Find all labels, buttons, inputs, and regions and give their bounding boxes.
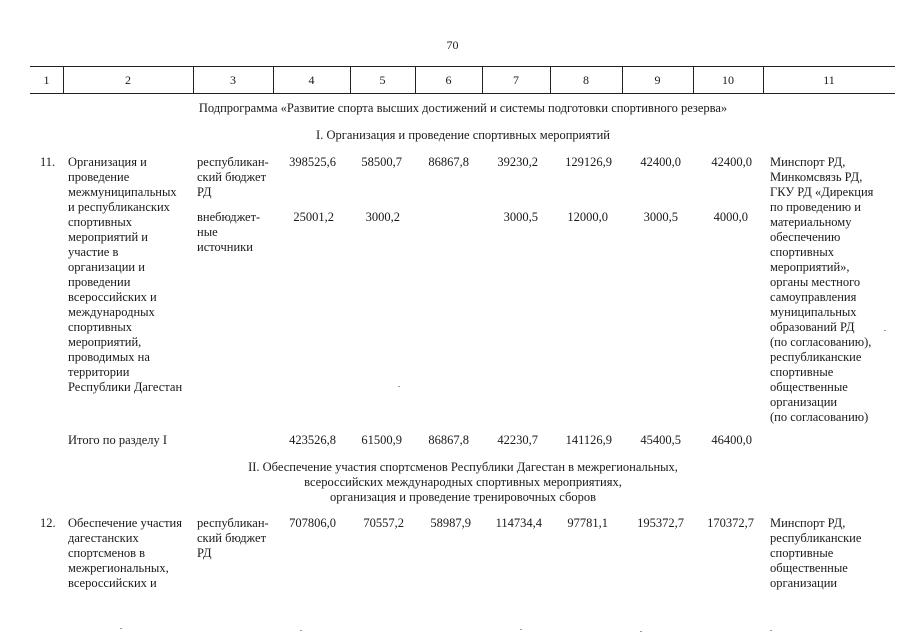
scan-speck — [884, 330, 886, 331]
column-number: 2 — [125, 73, 131, 87]
page-number: 70 — [446, 38, 459, 52]
amount-year: 3000,5 — [643, 210, 678, 224]
section-title: I. Организация и проведение спортивных мероприятий — [316, 128, 610, 142]
amount-year: 195372,7 — [637, 516, 684, 530]
total-label: Итого по разделу I — [68, 433, 168, 447]
amount-year: 97781,1 — [567, 516, 608, 530]
total-amount: 45400,5 — [640, 433, 681, 447]
column-number: 8 — [583, 73, 589, 87]
total-amount: 86867,8 — [428, 433, 469, 447]
funding-source: республикан- ский бюджет РД — [197, 516, 269, 560]
scan-speck — [120, 628, 122, 629]
amount-year: 58500,7 — [361, 155, 402, 169]
amount-total: 398525,6 — [289, 155, 336, 169]
amount-year: 39230,2 — [497, 155, 538, 169]
column-number: 10 — [722, 73, 734, 87]
subprogram-title: Подпрограмма «Развитие спорта высших достижений и системы подготовки спортивного резерва» — [198, 101, 728, 115]
executors: Минспорт РД, республиканские спортивные общественные организации — [770, 516, 862, 590]
column-number: 7 — [513, 73, 519, 87]
amount-year: 42400,0 — [640, 155, 681, 169]
column-number: 6 — [445, 73, 452, 87]
section-title: II. Обеспечение участия спортсменов Республики Дагестан в межрегиональных, всероссийских международных спортивных мероприятиях, организация и проведение тренировочных сборов — [248, 460, 678, 504]
scan-speck — [398, 386, 400, 387]
amount-year: 3000,5 — [503, 210, 538, 224]
column-number: 3 — [230, 73, 236, 87]
column-number: 5 — [379, 73, 386, 87]
scan-speck — [770, 630, 772, 631]
amount-total: 707806,0 — [289, 516, 336, 530]
activity-name: Обеспечение участия дагестанских спортсменов в межрегиональных, всероссийских и — [68, 516, 182, 590]
amount-year: 114734,4 — [495, 516, 542, 530]
total-amount: 46400,0 — [711, 433, 752, 447]
scan-speck — [300, 630, 302, 631]
total-amount: 61500,9 — [361, 433, 402, 447]
total-amount: 141126,9 — [565, 433, 612, 447]
amount-total: 25001,2 — [293, 210, 334, 224]
funding-source: республикан- ский бюджет РД — [197, 155, 269, 199]
column-number: 1 — [43, 73, 50, 87]
scan-speck — [520, 629, 522, 630]
funding-source: внебюджет- ные источники — [197, 210, 261, 254]
amount-year: 170372,7 — [707, 516, 754, 530]
scan-speck — [640, 631, 642, 632]
row-number: 12. — [40, 516, 56, 530]
amount-year: 129126,9 — [565, 155, 612, 169]
activity-name: Организация и проведение межмуниципальных и республиканских спортивных мероприятий и участие в организации и проведении всероссийских и международных спортивных мероприятий, проводимых на территории Республики Дагестан — [68, 155, 183, 394]
executors: Минспорт РД, Минкомсвязь РД, ГКУ РД «Дирекция по проведению и материальному обеспечению спортивных мероприятий», органы местного самоуправления муниципальных образований РД (по согласованию), республиканские спортивные общественные организации (по согласованию) — [770, 155, 874, 424]
amount-year: 12000,0 — [567, 210, 608, 224]
row-number: 11. — [40, 155, 56, 169]
amount-year: 4000,0 — [713, 210, 748, 224]
amount-year: 42400,0 — [711, 155, 752, 169]
column-number: 11 — [823, 73, 835, 87]
amount-year: 58987,9 — [430, 516, 471, 530]
total-amount: 423526,8 — [289, 433, 336, 447]
amount-year: 3000,2 — [365, 210, 400, 224]
amount-year: 70557,2 — [363, 516, 404, 530]
amount-year: 86867,8 — [428, 155, 469, 169]
header-bottom-border — [30, 93, 895, 94]
column-number: 9 — [654, 73, 661, 87]
column-number: 4 — [308, 73, 315, 87]
total-amount: 42230,7 — [497, 433, 538, 447]
header-top-border — [30, 66, 895, 67]
